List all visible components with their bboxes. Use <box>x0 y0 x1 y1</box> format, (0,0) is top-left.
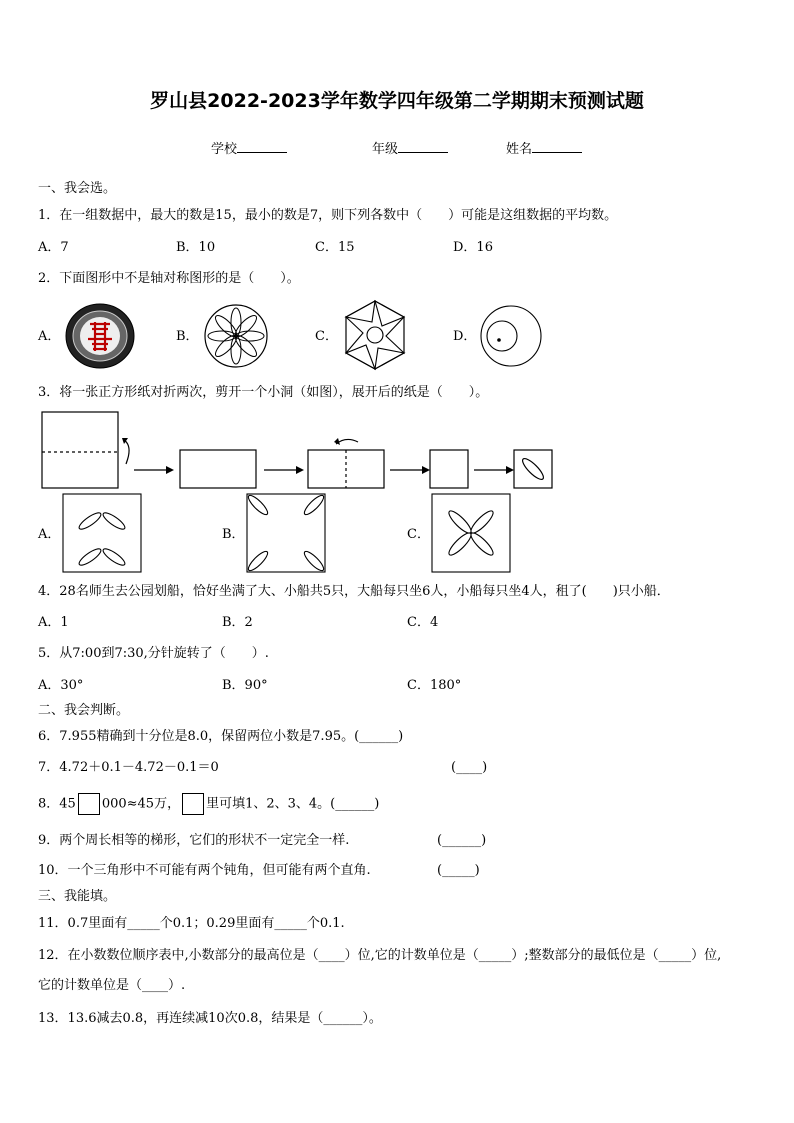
q8-text-part2: 000≈45万， <box>101 796 181 812</box>
q1-option-d[interactable]: D．16 <box>453 240 493 255</box>
name-label: 姓名 <box>506 142 533 157</box>
q9-answer-blank[interactable]: (______) <box>437 833 487 848</box>
grade-label: 年级 <box>372 142 399 157</box>
q2-option-c[interactable]: C． <box>315 329 338 344</box>
q4-option-a[interactable]: A．1 <box>38 615 69 630</box>
paper-folding-steps-figure <box>38 408 558 492</box>
section-heading-3: 三、我能填。 <box>38 889 117 904</box>
name-field <box>506 141 582 159</box>
q5-option-c[interactable]: C．180° <box>407 678 462 693</box>
q2-option-b[interactable]: B． <box>176 329 199 344</box>
eight-petal-flower-figure <box>202 302 270 370</box>
school-label: 学校 <box>211 142 238 157</box>
q2-option-d[interactable]: D． <box>453 329 477 344</box>
circles-with-dot-figure <box>478 302 544 370</box>
q5-option-b[interactable]: B．90° <box>222 678 268 693</box>
pinwheel-hexagon-figure <box>338 298 412 372</box>
question-12-line-1: 12．在小数数位顺序表中,小数部分的最高位是（____）位,它的计数单位是（_____）;整数部分的最低位是（_____）位, <box>38 948 722 963</box>
page-title: 罗山县2022-2023学年数学四年级第二学期期末预测试题 <box>150 90 644 112</box>
q5-option-a[interactable]: A．30° <box>38 678 84 693</box>
q1-option-a[interactable]: A．7 <box>38 240 69 255</box>
q1-option-b[interactable]: B．10 <box>176 240 216 255</box>
grade-blank[interactable] <box>398 152 448 153</box>
school-field <box>211 141 287 159</box>
q8-text-part1: 8．45 <box>38 796 76 812</box>
q2-option-a[interactable]: A． <box>38 329 61 344</box>
q8-text-part3: 里可填1、2、3、4。(______) <box>206 796 380 812</box>
q3-option-a-figure <box>62 493 142 573</box>
q3-option-c[interactable]: C． <box>407 527 430 542</box>
question-5: 5．从7:00到7:30,分针旋转了（ ）. <box>38 646 269 661</box>
name-blank[interactable] <box>532 152 582 153</box>
question-3: 3．将一张正方形纸对折两次，剪开一个小洞（如图），展开后的纸是（ ）。 <box>38 385 489 400</box>
section-heading-1: 一、我会选。 <box>38 181 117 196</box>
question-13: 13．13.6减去0.8，再连续减10次0.8，结果是（______）。 <box>38 1011 382 1026</box>
q8-box-1[interactable] <box>78 793 100 815</box>
q4-option-b[interactable]: B．2 <box>222 615 253 630</box>
q1-option-c[interactable]: C．15 <box>315 240 355 255</box>
q3-option-a[interactable]: A． <box>38 527 61 542</box>
q3-option-b[interactable]: B． <box>222 527 245 542</box>
question-4: 4．28名师生去公园划船，恰好坐满了大、小船共5只，大船每只坐6人，小船每只坐4人，租了( )只小船． <box>38 584 670 599</box>
q10-answer-blank[interactable]: (_____) <box>437 863 480 878</box>
question-6: 6．7.955精确到十分位是8.0，保留两位小数是7.95。(______) <box>38 729 404 744</box>
question-10: 10．一个三角形中不可能有两个钝角，但可能有两个直角. <box>38 863 371 878</box>
question-8 <box>38 793 379 815</box>
q3-option-b-figure <box>246 493 326 573</box>
question-2: 2．下面图形中不是轴对称图形的是（ ）。 <box>38 271 300 286</box>
q7-answer-blank[interactable]: (____) <box>451 760 488 775</box>
section-heading-2: 二、我会判断。 <box>38 703 130 718</box>
q3-option-c-figure <box>431 493 511 573</box>
q8-box-2[interactable] <box>182 793 204 815</box>
question-11: 11．0.7里面有_____个0.1；0.29里面有_____个0.1. <box>38 916 345 931</box>
question-9: 9．两个周长相等的梯形，它们的形状不一定完全一样. <box>38 833 350 848</box>
q4-option-c[interactable]: C．4 <box>407 615 439 630</box>
double-happiness-seal-figure <box>64 302 136 370</box>
question-12-line-2: 它的计数单位是（____）. <box>38 978 186 993</box>
question-1: 1．在一组数据中，最大的数是15，最小的数是7，则下列各数中（ ）可能是这组数据的平均数。 <box>38 208 618 223</box>
grade-field <box>372 141 448 159</box>
school-blank[interactable] <box>237 152 287 153</box>
question-7: 7．4.72＋0.1－4.72－0.1＝0 <box>38 760 219 775</box>
